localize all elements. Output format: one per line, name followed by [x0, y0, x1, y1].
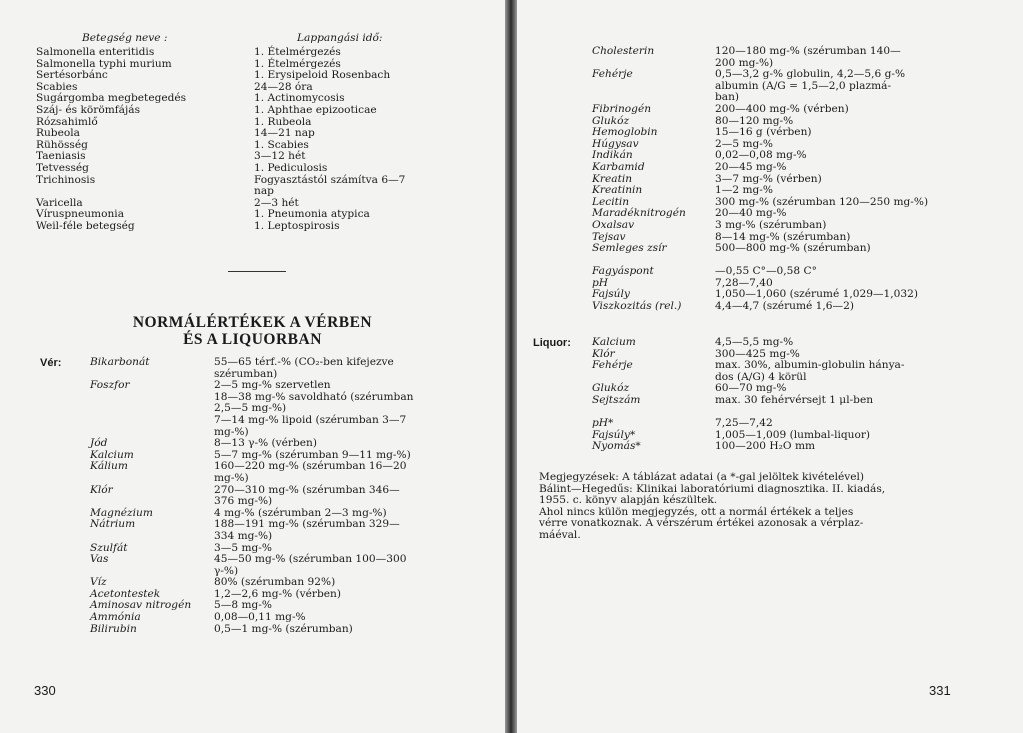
parameter-value: 45—50 mg-% (szérumban 100—300 [214, 553, 407, 566]
disease-name: Trichinosis [36, 173, 96, 186]
liquor-parameter-value: 4,5—5,5 mg-% [715, 336, 794, 348]
parameter-value: 55—65 térf.-% (CO₂-ben kifejezve [214, 356, 394, 368]
incubation-period: 1. Pediculosis [254, 161, 328, 174]
liquor-parameter-value: 60—70 mg-% [715, 382, 787, 395]
liquor-section-label: Liquor: [533, 337, 571, 349]
parameter-name [90, 473, 191, 485]
liquor-parameter-names [592, 337, 641, 453]
parameter-value: 1,2—2,6 mg-% (vérben) [214, 587, 341, 600]
incubation-period: 3—12 hét [254, 150, 306, 163]
parameter-name: Indikán [592, 149, 633, 162]
parameter-value: 0,5—1 mg-% (szérumban) [214, 622, 353, 635]
parameter-name: Víz [90, 576, 107, 589]
parameter-value: 8—13 γ-% (vérben) [214, 437, 317, 450]
disease-name [36, 186, 186, 198]
liquor-parameter-value: 7,25—7,42 [715, 417, 773, 430]
incubation-period: 2—3 hét [254, 196, 299, 209]
parameter-value: albumin (A/G = 1,5—2,0 plazmá- [715, 79, 892, 92]
liquor-parameter-name: pH* [592, 417, 614, 430]
disease-list [36, 47, 186, 233]
parameter-name: Jód [90, 437, 108, 450]
parameter-name: Semleges zsír [592, 242, 667, 255]
disease-name: Salmonella enteritidis [36, 46, 155, 58]
parameter-name [592, 81, 686, 93]
parameter-name: Bikarbonát [90, 356, 150, 368]
liquor-parameter-name: Klór [592, 347, 615, 360]
disease-name: Rózsahimlő [36, 115, 98, 128]
parameter-value: 200 mg-%) [715, 56, 774, 69]
parameter-name: Ammónia [90, 611, 141, 624]
parameter-value: mg-%) [214, 471, 249, 484]
blood-parameter-values [214, 357, 413, 635]
parameter-value: 1—2 mg-% [715, 184, 773, 197]
parameter-value: 80—120 mg-% [715, 114, 794, 127]
liquor-parameter-values [715, 337, 904, 453]
left-page [0, 0, 505, 733]
parameter-name: Nátrium [90, 518, 136, 531]
incubation-period: 1. Leptospirosis [254, 219, 340, 232]
incubation-period: 1. Pneumonia atypica [254, 208, 370, 221]
incubation-period: Fogyasztástól számítva 6—7 [254, 173, 406, 186]
parameter-name: Aminosav nitrogén [90, 599, 192, 612]
liquor-parameter-value: dos (A/G) 4 körül [715, 370, 807, 383]
liquor-parameter-name: Glukóz [592, 382, 630, 395]
liquor-parameter-name: Nyomás* [592, 440, 641, 453]
parameter-value: 500—800 mg-% (szérumban) [715, 242, 871, 255]
parameter-value: 5—7 mg-% (szérumban 9—11 mg-%) [214, 448, 411, 461]
parameter-name: Viszkozitás (rel.) [592, 300, 682, 313]
parameter-name: Maradéknitrogén [592, 207, 686, 220]
parameter-value: 5—8 mg-% [214, 599, 272, 612]
parameter-value: 188—191 mg-% (szérumban 329— [214, 518, 400, 531]
parameter-value: mg-%) [214, 425, 249, 438]
parameter-value: 18—38 mg-% savoldható (szérumban [214, 390, 414, 403]
parameter-value: 4 mg-% (szérumban 2—3 mg-%) [214, 506, 387, 519]
parameter-name [90, 531, 191, 543]
liquor-parameter-value: 1,005—1,009 (lumbal-liquor) [715, 428, 871, 441]
parameter-name [90, 392, 191, 404]
incubation-period: 14—21 nap [254, 127, 315, 140]
parameter-value: 2—5 mg-% [715, 137, 773, 150]
parameter-name [90, 403, 191, 415]
disease-name: Száj- és körömfájás [36, 103, 141, 116]
parameter-name: Fehérje [592, 68, 633, 81]
parameter-value: 80% (szérumban 92%) [214, 576, 336, 589]
parameter-name: Magnézium [90, 506, 153, 519]
parameter-value: 20—40 mg-% [715, 207, 787, 220]
parameter-value: —0,55 C°—0,58 C° [715, 265, 817, 278]
parameter-value: 300 mg-% (szérumban 120—250 mg-%) [715, 195, 929, 208]
disease-column-header: Betegség neve : [82, 32, 168, 44]
parameter-name: Lecitin [592, 195, 630, 208]
incubation-period: 1. Rubeola [254, 115, 312, 128]
notes-paragraph [539, 472, 1009, 542]
parameter-value: szérumban) [214, 367, 278, 380]
liquor-parameter-name: Kalcium [592, 336, 636, 348]
incubation-period: 1. Actinomycosis [254, 92, 345, 105]
parameter-name: Fagyáspont [592, 265, 654, 278]
parameter-name: Kalcium [90, 448, 134, 461]
parameter-value: 20—45 mg-% [715, 160, 787, 173]
divider-rule [228, 271, 286, 272]
parameter-value: 1,050—1,060 (szérumé 1,029—1,032) [715, 288, 918, 301]
blood-parameter-names [90, 357, 191, 635]
parameter-value: 7—14 mg-% lipoid (szérumban 3—7 [214, 413, 407, 426]
disease-name: Weil-féle betegség [36, 219, 135, 232]
disease-name: Rühösség [36, 138, 88, 151]
disease-name: Taeniasis [36, 150, 86, 163]
blood-section-label: Vér: [40, 357, 62, 369]
parameter-name: Cholesterin [592, 45, 655, 57]
note-line: 1955. c. könyv alapján készültek. [539, 494, 718, 507]
disease-name: Scabies [36, 80, 78, 93]
note-line: Ahol nincs külön megjegyzés, ott a normál értékek a teljes [539, 505, 854, 518]
parameter-name: Glukóz [592, 114, 630, 127]
parameter-name: Húgysav [592, 137, 639, 150]
parameter-name: Szulfát [90, 541, 128, 554]
note-line: Bálint—Hegedűs: Klinikai laboratóriumi diagnosztika. II. kiadás, [539, 482, 886, 495]
parameter-value: 8—14 mg-% (szérumban) [715, 230, 851, 243]
liquor-parameter-name: Fehérje [592, 359, 633, 372]
parameter-name: Kreatin [592, 172, 633, 185]
parameter-name: Fajsúly [592, 288, 630, 301]
parameter-name: Kreatinin [592, 184, 643, 197]
parameter-value: 0,08—0,11 mg-% [214, 611, 306, 624]
parameter-value: 7,28—7,40 [715, 276, 773, 289]
disease-name: Sugárgomba megbetegedés [36, 92, 187, 105]
incubation-period: 1. Scabies [254, 138, 309, 151]
disease-name: Víruspneumonia [36, 208, 125, 221]
incubation-period: 1. Ételmérgezés [254, 57, 341, 70]
liquor-parameter-name: Fajsúly* [592, 428, 636, 441]
parameter-value: 120—180 mg-% (szérumban 140— [715, 45, 901, 57]
parameter-value: 0,02—0,08 mg-% [715, 149, 807, 162]
liquor-parameter-name: Sejtszám [592, 393, 641, 406]
parameter-name [90, 415, 191, 427]
page-number: 331 [929, 683, 951, 698]
parameter-value: 2—5 mg-% szervetlen [214, 379, 331, 392]
disease-name: Sertésorbánc [36, 69, 108, 82]
disease-name: Varicella [36, 196, 83, 209]
disease-name: Salmonella typhi murium [36, 57, 172, 70]
parameter-name: Karbamid [592, 160, 645, 173]
parameter-value: 334 mg-%) [214, 529, 273, 542]
parameter-value: ban) [715, 91, 740, 104]
parameter-name: Fibrinogén [592, 102, 652, 115]
parameter-value: 270—310 mg-% (szérumban 346— [214, 483, 400, 496]
blood-parameter-values-continued [715, 46, 928, 313]
incubation-period: 24—28 óra [254, 80, 313, 93]
parameter-value: 200—400 mg-% (vérben) [715, 102, 849, 115]
parameter-name [90, 496, 191, 508]
disease-name: Rubeola [36, 127, 80, 140]
parameter-name: Tejsav [592, 230, 626, 243]
parameter-value: 2,5—5 mg-%) [214, 402, 287, 415]
parameter-name: Acetontestek [90, 587, 161, 600]
parameter-name: Foszfor [90, 379, 130, 392]
incubation-period: 1. Aphthae epizooticae [254, 103, 377, 116]
book-gutter [505, 0, 517, 733]
liquor-parameter-value: 300—425 mg-% [715, 347, 800, 360]
incubation-period-list [254, 47, 405, 233]
parameter-name: Bilirubin [90, 622, 137, 635]
page-title-line2: ÉS A LIQUORBAN [183, 331, 322, 348]
parameter-value: 4,4—4,7 (szérumé 1,6—2) [715, 300, 854, 313]
liquor-parameter-value: max. 30%, albumin-globulin hánya- [715, 359, 905, 372]
note-line: máéval. [539, 528, 581, 541]
blood-parameter-names-continued [592, 46, 686, 313]
parameter-name: Klór [90, 483, 113, 496]
parameter-value: 0,5—3,2 g-% globulin, 4,2—5,6 g-% [715, 68, 906, 81]
parameter-value: 160—220 mg-% (szérumban 16—20 [214, 460, 407, 473]
parameter-value: 15—16 g (vérben) [715, 126, 812, 139]
parameter-value: 3—5 mg-% [214, 541, 272, 554]
parameter-name: Kálium [90, 460, 128, 473]
incubation-period: nap [254, 185, 274, 198]
incubation-period: 1. Erysipeloid Rosenbach [254, 69, 391, 82]
parameter-name: Hemoglobin [592, 126, 658, 139]
liquor-parameter-value: 100—200 H₂O mm [715, 440, 816, 453]
period-column-header: Lappangási idő: [297, 32, 383, 44]
liquor-parameter-value: max. 30 fehérvérsejt 1 μl-ben [715, 393, 874, 406]
page-number: 330 [34, 683, 56, 698]
parameter-value: 376 mg-%) [214, 495, 273, 508]
parameter-value: 3—7 mg-% (vérben) [715, 172, 822, 185]
incubation-period: 1. Ételmérgezés [254, 46, 341, 58]
parameter-value: γ-%) [214, 564, 239, 577]
parameter-name: pH [592, 276, 609, 289]
page-title-line1: NORMÁLÉRTÉKEK A VÉRBEN [132, 314, 373, 331]
right-page [517, 0, 1023, 733]
note-line: vérre vonatkoznak. A vérszérum értékei azonosak a vérplaz- [539, 517, 864, 530]
parameter-value: 3 mg-% (szérumban) [715, 218, 827, 231]
disease-name: Tetvesség [36, 161, 89, 174]
parameter-name: Vas [90, 553, 109, 566]
parameter-name: Oxalsav [592, 218, 635, 231]
note-line: Megjegyzések: A táblázat adatai (a *-gal jelöltek kivételével) [539, 471, 865, 483]
